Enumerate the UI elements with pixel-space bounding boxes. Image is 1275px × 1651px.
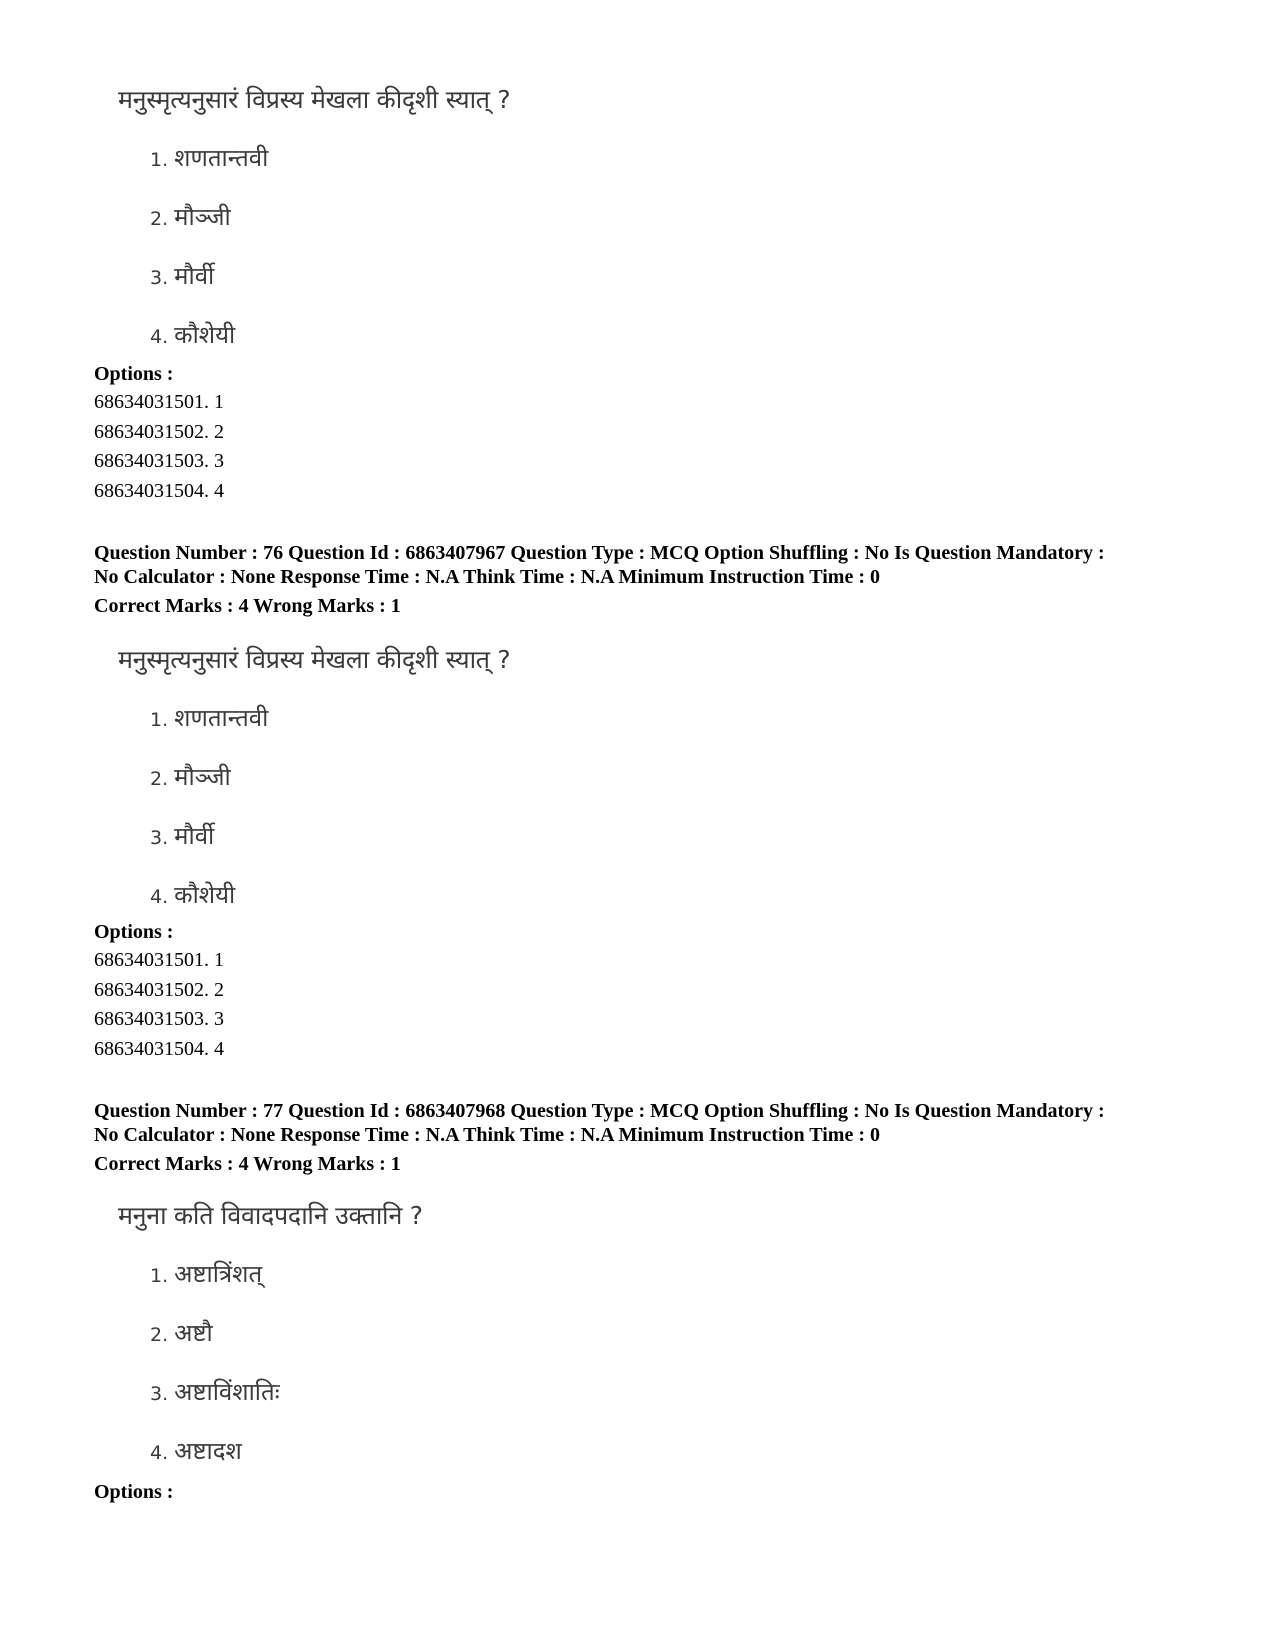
choice-label: अष्टाविंशातिः [174, 1378, 280, 1406]
option-row: 68634031504. 4 [94, 479, 224, 502]
question-marks: Correct Marks : 4 Wrong Marks : 1 [94, 1153, 401, 1175]
choice-4: 4. कौशेयी [150, 321, 236, 349]
choice-label: मौञ्जी [174, 763, 231, 791]
options-list [94, 918, 1204, 1064]
question-meta-line: Question Number : 76 Question Id : 6863407967 Question Type : MCQ Option Shuffling : No Is Question Mandatory : [94, 542, 1105, 564]
options-list [94, 1478, 1204, 1506]
choice-1: 1. शणतान्तवी [150, 144, 269, 172]
question-meta-line: Question Number : 77 Question Id : 6863407968 Question Type : MCQ Option Shuffling : No Is Question Mandatory : [94, 1100, 1105, 1122]
options-label: Options : [94, 363, 174, 385]
question-image [118, 1196, 423, 1490]
option-row: 68634031504. 4 [94, 1037, 224, 1060]
option-row: 68634031501. 1 [94, 391, 224, 413]
choice-label: अष्टात्रिंशत् [174, 1260, 263, 1288]
options-list [94, 360, 1204, 506]
question-marks: Correct Marks : 4 Wrong Marks : 1 [94, 595, 401, 617]
choice-label: अष्टौ [174, 1319, 213, 1347]
choice-label: शणतान्तवी [174, 144, 269, 172]
question-text: मनुस्मृत्यनुसारं विप्रस्य मेखला कीदृशी स्यात् ? [118, 85, 511, 114]
choice-label: मौर्वी [174, 262, 215, 290]
choice-3: 3. अष्टाविंशातिः [150, 1378, 280, 1406]
option-row: 68634031501. 1 [94, 949, 224, 971]
option-row: 68634031503. 3 [94, 1008, 224, 1030]
question-image [118, 80, 510, 374]
choice-1: 1. शणतान्तवी [150, 704, 269, 732]
question-text: मनुना कति विवादपदानि उक्तानि ? [118, 1201, 423, 1230]
question-meta-line: No Calculator : None Response Time : N.A Think Time : N.A Minimum Instruction Time : 0 [94, 1124, 880, 1146]
choice-label: मौञ्जी [174, 203, 231, 231]
choice-label: मौर्वी [174, 822, 215, 850]
question-text: मनुस्मृत्यनुसारं विप्रस्य मेखला कीदृशी स्यात् ? [118, 645, 511, 674]
choice-label: शणतान्तवी [174, 704, 269, 732]
choice-2: 2. मौञ्जी [150, 763, 231, 791]
question-header [94, 1099, 1204, 1176]
options-label: Options : [94, 921, 174, 943]
choice-3: 3. मौर्वी [150, 822, 215, 850]
option-row: 68634031502. 2 [94, 978, 224, 1001]
choice-label: अष्टादश [174, 1437, 242, 1465]
question-header [94, 541, 1204, 618]
choice-label: कौशेयी [174, 321, 236, 349]
choice-2: 2. अष्टौ [150, 1319, 213, 1347]
choice-1: 1. अष्टात्रिंशत् [150, 1260, 263, 1288]
question-meta-line: No Calculator : None Response Time : N.A Think Time : N.A Minimum Instruction Time : 0 [94, 566, 880, 588]
option-row: 68634031503. 3 [94, 450, 224, 472]
options-label: Options : [94, 1481, 174, 1503]
choice-4: 4. अष्टादश [150, 1437, 242, 1465]
choice-4: 4. कौशेयी [150, 881, 236, 909]
option-row: 68634031502. 2 [94, 420, 224, 443]
choice-2: 2. मौञ्जी [150, 203, 231, 231]
choice-3: 3. मौर्वी [150, 262, 215, 290]
question-image [118, 640, 510, 934]
choice-label: कौशेयी [174, 881, 236, 909]
